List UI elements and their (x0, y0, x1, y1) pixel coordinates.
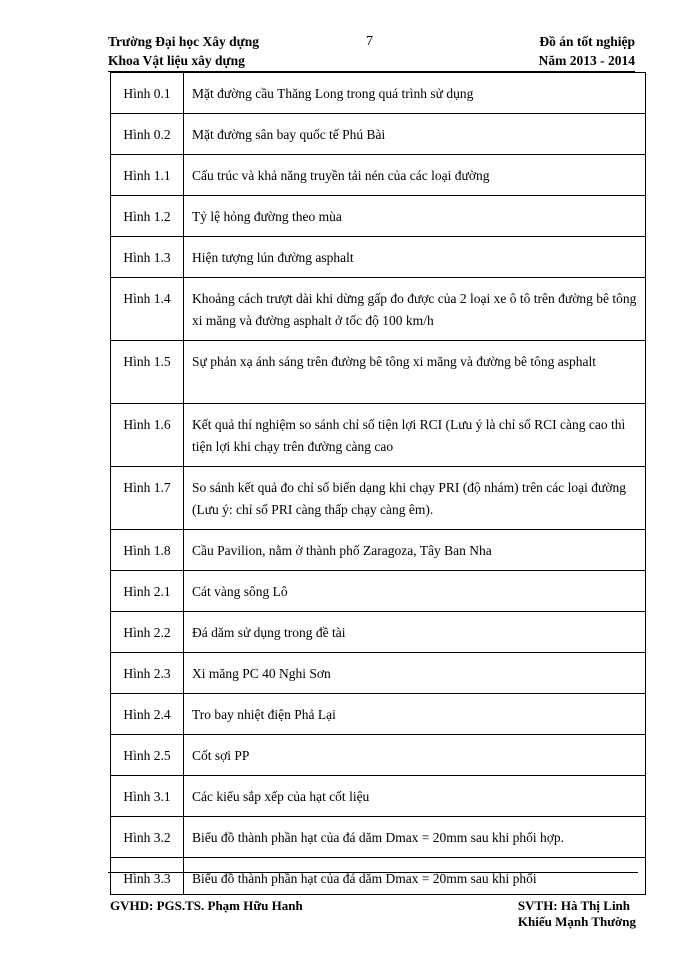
header-left (108, 32, 259, 70)
table-row (111, 817, 646, 858)
footer-divider (108, 872, 638, 873)
figure-label: Hình 1.1 (111, 155, 184, 196)
figure-caption: Sự phản xạ ánh sáng trên đường bê tông xi măng và đường bê tông asphalt (184, 341, 646, 404)
student-1: SVTH: Hà Thị Linh (517, 898, 631, 913)
table-row (111, 155, 646, 196)
figure-caption: Cấu trúc và khả năng truyền tải nén của các loại đường (184, 155, 646, 196)
figure-label: Hình 2.4 (111, 694, 184, 735)
figure-caption: Đá dăm sử dụng trong đề tài (184, 612, 646, 653)
table-row (111, 735, 646, 776)
table-row (111, 653, 646, 694)
table-row (111, 694, 646, 735)
figure-label: Hình 1.4 (111, 278, 184, 341)
table-row (111, 341, 646, 404)
figure-caption: Xi măng PC 40 Nghi Sơn (184, 653, 646, 694)
figure-label: Hình 1.7 (111, 467, 184, 530)
figure-label: Hình 1.6 (111, 404, 184, 467)
student-2: Khiếu Mạnh Thường (517, 914, 636, 929)
page-footer (108, 872, 638, 942)
figure-label: Hình 2.1 (111, 571, 184, 612)
figure-label: Hình 2.3 (111, 653, 184, 694)
figure-label: Hình 3.2 (111, 817, 184, 858)
table-row (111, 196, 646, 237)
figure-caption: Hiện tượng lún đường asphalt (184, 237, 646, 278)
header-right (539, 32, 635, 70)
supervisor: GVHD: PGS.TS. Phạm Hữu Hanh (110, 898, 303, 913)
figure-caption: Biểu đồ thành phần hạt của đá dăm Dmax = 20mm sau khi phối (184, 858, 646, 895)
table-row (111, 530, 646, 571)
figure-caption: Kết quả thí nghiệm so sánh chỉ số tiện lợi RCI (Lưu ý là chỉ số RCI càng cao thì tiện lợi khi chạy trên đường càng cao (184, 404, 646, 467)
figure-label: Hình 1.8 (111, 530, 184, 571)
figure-label: Hình 1.2 (111, 196, 184, 237)
table-row (111, 278, 646, 341)
figure-caption: Tro bay nhiệt điện Phả Lại (184, 694, 646, 735)
table-row (111, 73, 646, 114)
page-header (108, 32, 635, 72)
table-row (111, 612, 646, 653)
figure-caption: Các kiểu sắp xếp của hạt cốt liệu (184, 776, 646, 817)
figure-caption: Mặt đường cầu Thăng Long trong quá trình sử dụng (184, 73, 646, 114)
figure-label: Hình 2.5 (111, 735, 184, 776)
figure-caption: So sánh kết quả đo chỉ số biến dạng khi chạy PRI (độ nhám) trên các loại đường (Lưu ý: chỉ số PRI càng thấp chạy càng êm). (184, 467, 646, 530)
figure-caption: Cốt sợi PP (184, 735, 646, 776)
school-name: Trường Đại học Xây dựng (108, 34, 259, 49)
figure-caption: Khoảng cách trượt dài khi dừng gấp đo được của 2 loại xe ô tô trên đường bê tông xi măng và đường asphalt ở tốc độ 100 km/h (184, 278, 646, 341)
figure-caption: Cát vàng sông Lô (184, 571, 646, 612)
figure-label: Hình 3.3 (111, 858, 184, 895)
document-type: Đồ án tốt nghiệp (539, 34, 635, 49)
figure-label: Hình 3.1 (111, 776, 184, 817)
figure-caption: Cầu Pavilion, nằm ở thành phố Zaragoza, Tây Ban Nha (184, 530, 646, 571)
figure-label: Hình 1.5 (111, 341, 184, 404)
figure-caption: Tỷ lệ hỏng đường theo mùa (184, 196, 646, 237)
table-row (111, 404, 646, 467)
page-number: 7 (366, 34, 373, 49)
figure-list-table (110, 72, 646, 895)
figure-label: Hình 0.2 (111, 114, 184, 155)
table-row (111, 467, 646, 530)
table-row (111, 237, 646, 278)
students (518, 898, 636, 930)
academic-year: Năm 2013 - 2014 (538, 53, 635, 68)
figure-caption: Biểu đồ thành phần hạt của đá dăm Dmax = 20mm sau khi phối hợp. (184, 817, 646, 858)
faculty-name: Khoa Vật liệu xây dựng (108, 53, 245, 68)
figure-label: Hình 1.3 (111, 237, 184, 278)
table-row (111, 571, 646, 612)
table-row (111, 114, 646, 155)
table-row (111, 776, 646, 817)
figure-label: Hình 2.2 (111, 612, 184, 653)
figure-caption: Mặt đường sân bay quốc tế Phú Bài (184, 114, 646, 155)
figure-label: Hình 0.1 (111, 73, 184, 114)
